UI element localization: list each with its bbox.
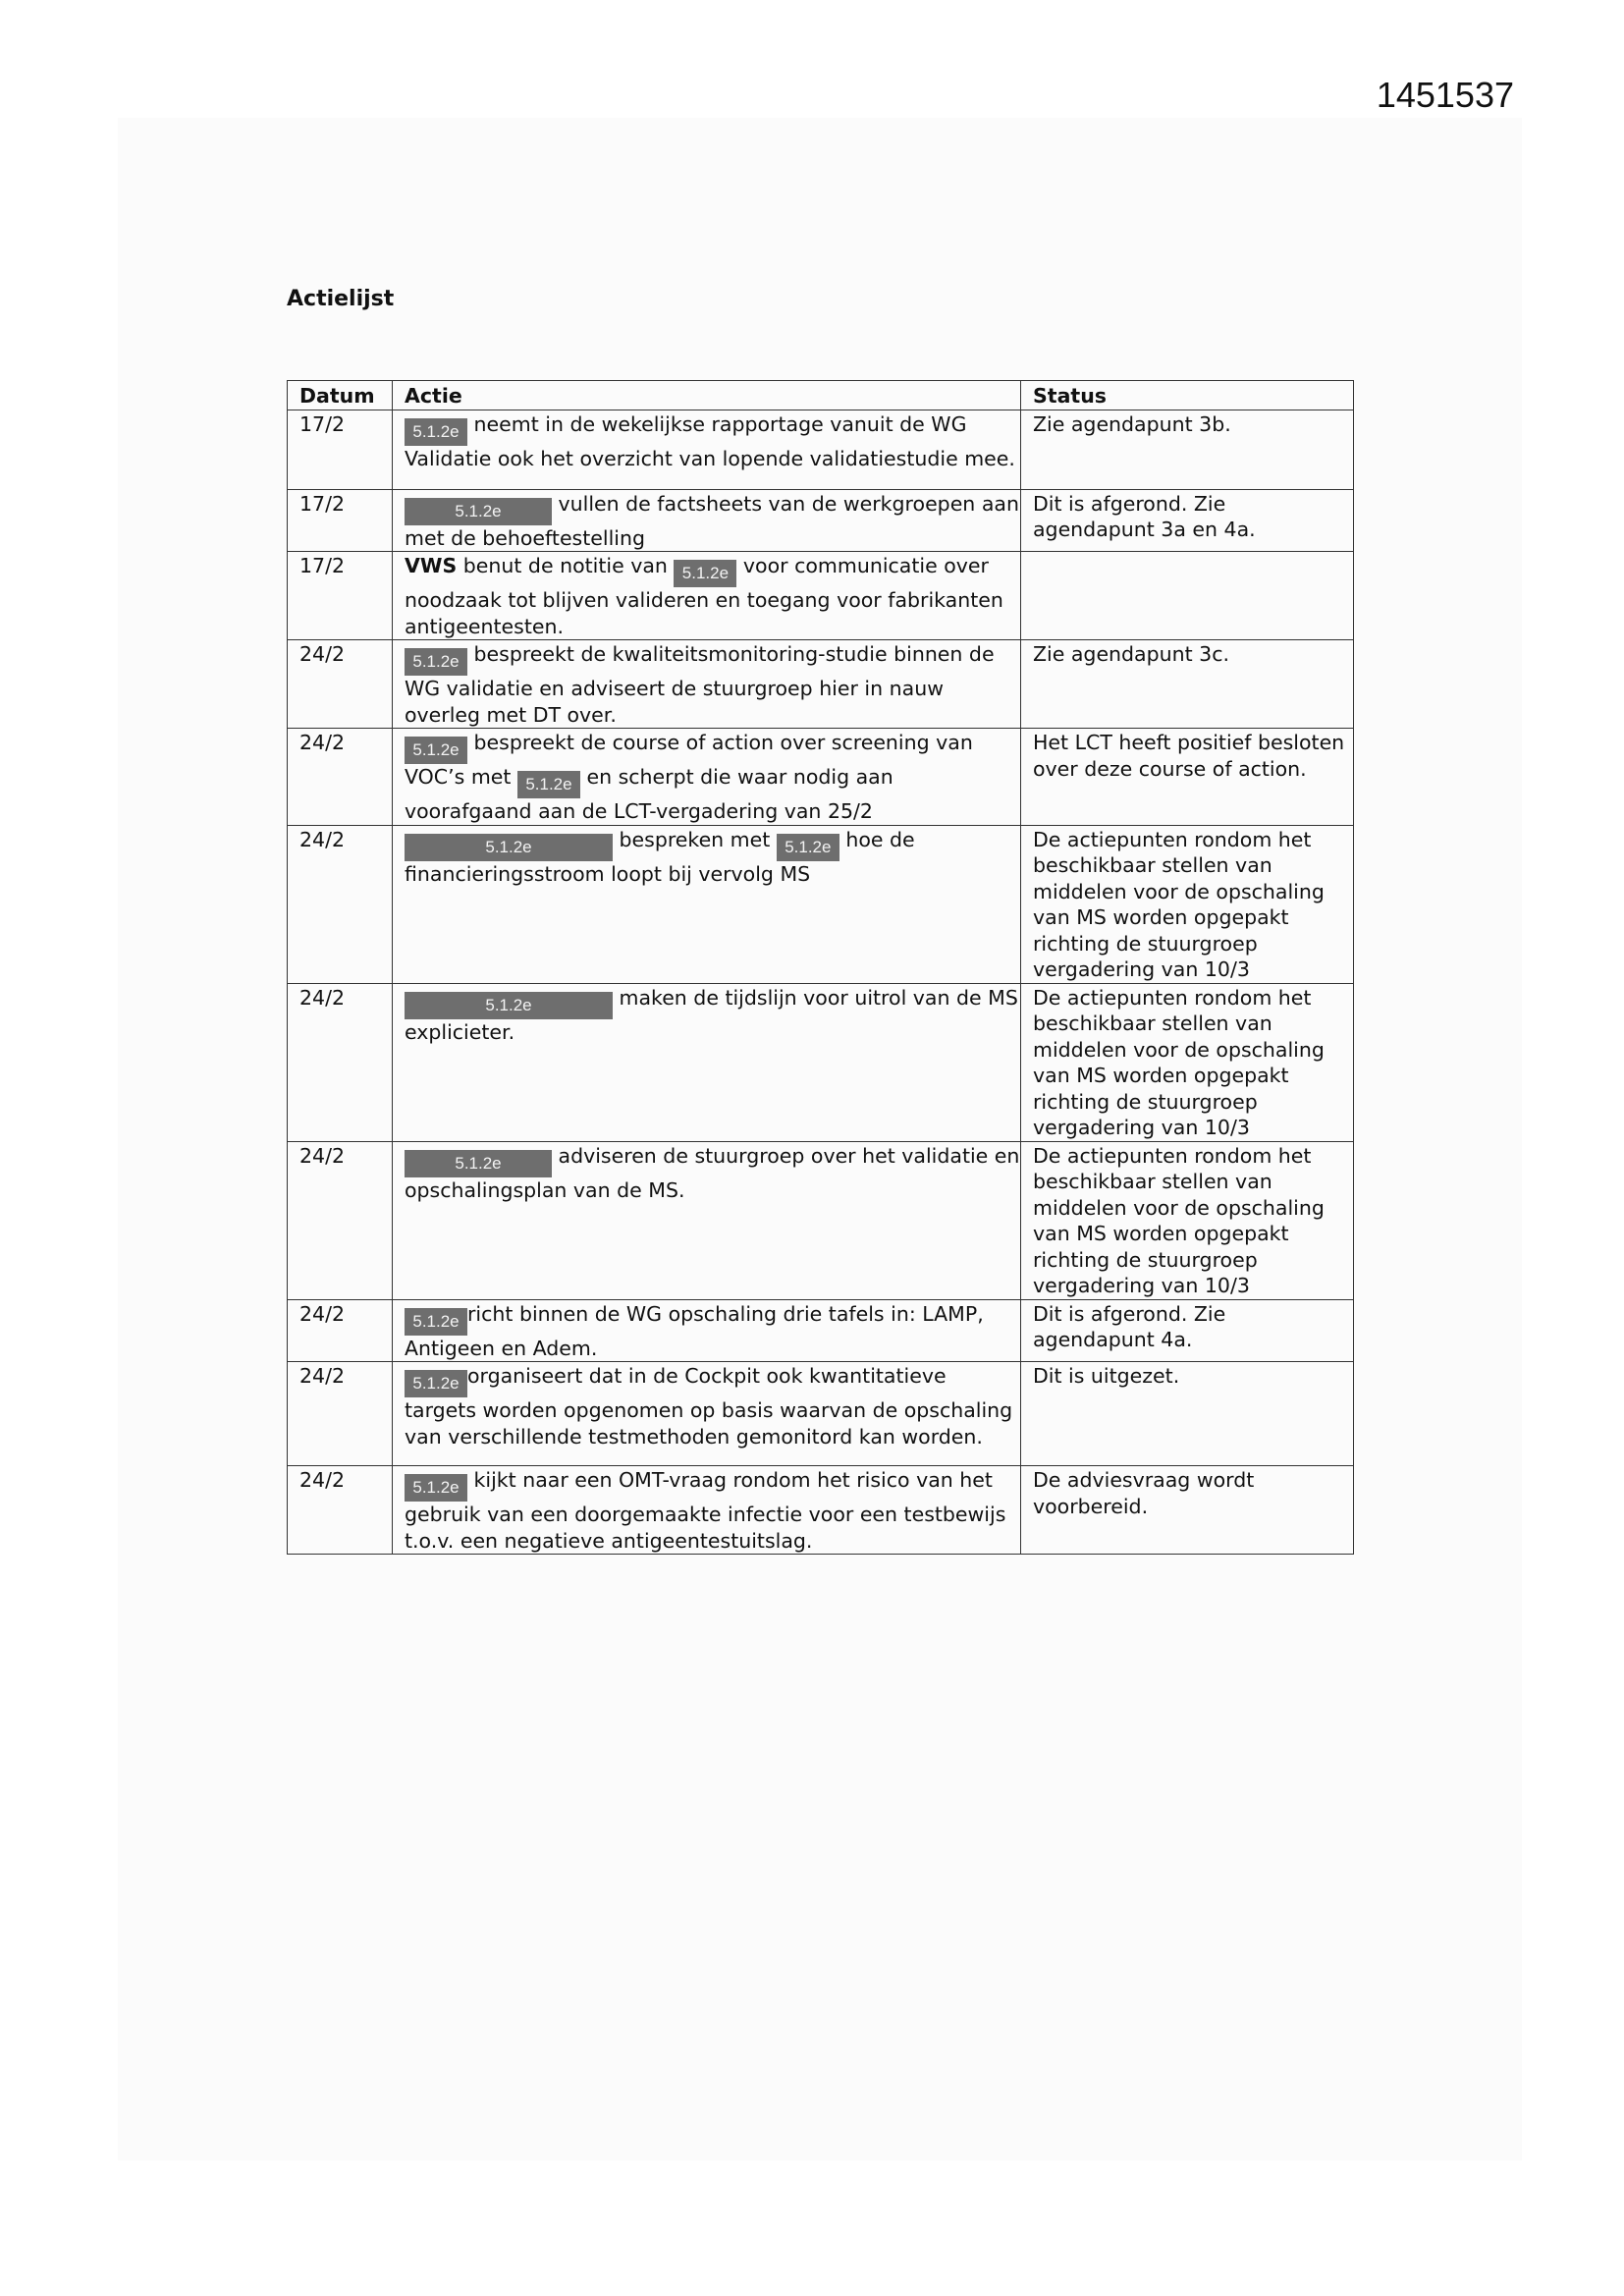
row-status: Dit is uitgezet. — [1021, 1362, 1354, 1466]
row-date: 24/2 — [288, 729, 393, 826]
table-row — [288, 640, 1354, 729]
redaction-label: 5.1.2e — [405, 992, 613, 1019]
table-row — [288, 1141, 1354, 1299]
action-text: organiseert dat in de Cockpit ook kwantitatieve targets worden opgenomen op basis waarvan de opschaling van verschillende testmethoden gemonitord kan worden. — [405, 1364, 1013, 1449]
document-number: 1451537 — [1376, 75, 1514, 115]
row-date: 24/2 — [288, 1141, 393, 1299]
action-text: voor communicatie over noodzaak tot blijven valideren en toegang voor fabrikanten antigeentesten. — [405, 554, 1003, 638]
column-header-date: Datum — [288, 381, 393, 410]
table-row — [288, 983, 1354, 1141]
page-title: Actielijst — [287, 287, 395, 311]
action-text: bespreekt de kwaliteitsmonitoring-studie binnen de WG validatie en adviseert de stuurgroep hier in nauw overleg met DT over. — [405, 642, 995, 727]
row-status: De actiepunten rondom het beschikbaar stellen van middelen voor de opschaling van MS worden opgepakt richting de stuurgroep vergadering van 10/3 — [1021, 1141, 1354, 1299]
action-text: hoe de financieringsstroom loopt bij vervolg MS — [405, 827, 915, 886]
column-header-action: Actie — [393, 381, 1021, 410]
row-status: De actiepunten rondom het beschikbaar stellen van middelen voor de opschaling van MS worden opgepakt richting de stuurgroep vergadering van 10/3 — [1021, 983, 1354, 1141]
action-text: bespreken met — [613, 827, 777, 851]
row-action — [393, 729, 1021, 826]
action-text: neemt in de wekelijkse rapportage vanuit de WG Validatie ook het overzicht van lopende validatiestudie mee. — [405, 411, 1015, 470]
redaction-label: 5.1.2e — [405, 498, 552, 525]
redaction-label: 5.1.2e — [777, 834, 839, 861]
redaction-label: 5.1.2e — [405, 737, 467, 764]
action-text: adviseren de stuurgroep over het validatie en opschalingsplan van de MS. — [405, 1143, 1020, 1202]
redaction-label: 5.1.2e — [674, 560, 736, 587]
table-row — [288, 552, 1354, 640]
row-status: Zie agendapunt 3c. — [1021, 640, 1354, 729]
row-action — [393, 1141, 1021, 1299]
redaction-label: 5.1.2e — [405, 1150, 552, 1177]
table-row — [288, 1299, 1354, 1362]
row-status: De actiepunten rondom het beschikbaar stellen van middelen voor de opschaling van MS worden opgepakt richting de stuurgroep vergadering van 10/3 — [1021, 825, 1354, 983]
row-date: 24/2 — [288, 640, 393, 729]
row-action — [393, 1362, 1021, 1466]
row-status: Zie agendapunt 3b. — [1021, 410, 1354, 489]
row-date: 24/2 — [288, 1362, 393, 1466]
redaction-label: 5.1.2e — [405, 1474, 467, 1502]
column-header-status: Status — [1021, 381, 1354, 410]
redaction-label: 5.1.2e — [405, 834, 613, 861]
action-list-table — [287, 380, 1354, 1555]
action-text: kijkt naar een OMT-vraag rondom het risico van het gebruik van een doorgemaakte infectie voor een testbewijs t.o.v. een negatieve antigeentestuitslag. — [405, 1468, 1006, 1553]
redaction-label: 5.1.2e — [405, 418, 467, 446]
redaction-label: 5.1.2e — [405, 1370, 467, 1397]
row-date: 24/2 — [288, 1299, 393, 1362]
row-status — [1021, 552, 1354, 640]
redaction-label: 5.1.2e — [405, 1308, 467, 1336]
row-status: Het LCT heeft positief besloten over deze course of action. — [1021, 729, 1354, 826]
row-date: 17/2 — [288, 489, 393, 552]
redaction-label: 5.1.2e — [405, 648, 467, 676]
row-action — [393, 1466, 1021, 1555]
row-status: Dit is afgerond. Zie agendapunt 4a. — [1021, 1299, 1354, 1362]
redaction-label: 5.1.2e — [517, 771, 580, 798]
row-action — [393, 640, 1021, 729]
row-date: 24/2 — [288, 983, 393, 1141]
row-action — [393, 410, 1021, 489]
table-row — [288, 825, 1354, 983]
row-action — [393, 983, 1021, 1141]
row-action — [393, 489, 1021, 552]
action-text: richt binnen de WG opschaling drie tafels in: LAMP, Antigeen en Adem. — [405, 1301, 984, 1360]
action-text: en scherpt die waar nodig aan voorafgaand aan de LCT-vergadering van 25/2 — [405, 765, 893, 823]
action-text: maken de tijdslijn voor uitrol van de MS explicieter. — [405, 985, 1018, 1044]
row-date: 17/2 — [288, 410, 393, 489]
row-status: De adviesvraag wordt voorbereid. — [1021, 1466, 1354, 1555]
action-text: benut de notitie van — [457, 554, 675, 577]
action-lead: VWS — [405, 554, 458, 577]
table-row — [288, 729, 1354, 826]
table-row — [288, 1466, 1354, 1555]
table-row — [288, 410, 1354, 489]
action-text: bespreekt de course of action over screening van VOC’s met — [405, 731, 973, 789]
action-text: vullen de factsheets van de werkgroepen aan met de behoeftestelling — [405, 491, 1019, 550]
row-date: 17/2 — [288, 552, 393, 640]
table-header-row — [288, 381, 1354, 410]
table-row — [288, 1362, 1354, 1466]
table-row — [288, 489, 1354, 552]
row-status: Dit is afgerond. Zie agendapunt 3a en 4a. — [1021, 489, 1354, 552]
row-action — [393, 552, 1021, 640]
row-date: 24/2 — [288, 825, 393, 983]
row-action — [393, 1299, 1021, 1362]
row-date: 24/2 — [288, 1466, 393, 1555]
row-action — [393, 825, 1021, 983]
